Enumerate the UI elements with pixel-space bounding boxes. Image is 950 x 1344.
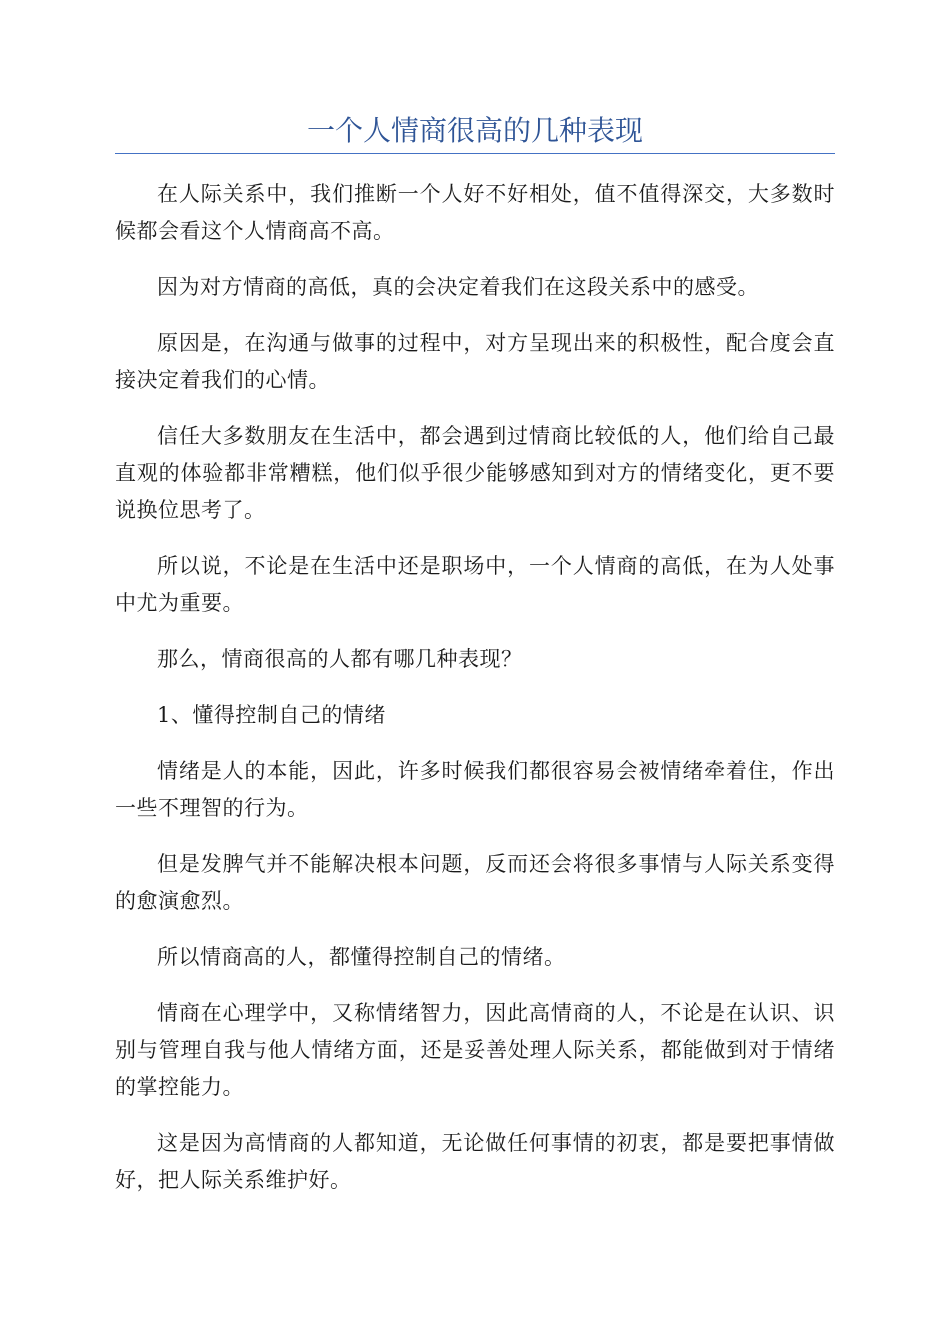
- document-body: [115, 176, 835, 1218]
- paragraph-8: 但是发脾气并不能解决根本问题，反而还会将很多事情与人际关系变得的愈演愈烈。: [115, 852, 835, 913]
- paragraph-9: 所以情商高的人，都懂得控制自己的情绪。: [157, 945, 566, 969]
- title-underline: [115, 153, 835, 154]
- paragraph-5: 所以说，不论是在生活中还是职场中，一个人情商的高低，在为人处事中尤为重要。: [115, 554, 835, 615]
- paragraph-1: 在人际关系中，我们推断一个人好不好相处，值不值得深交，大多数时候都会看这个人情商高不高。: [115, 182, 835, 243]
- paragraph-3: 原因是，在沟通与做事的过程中，对方呈现出来的积极性，配合度会直接决定着我们的心情。: [115, 331, 835, 392]
- page-title: 一个人情商很高的几种表现: [306, 114, 643, 147]
- paragraph-11: 这是因为高情商的人都知道，无论做任何事情的初衷，都是要把事情做好，把人际关系维护好。: [115, 1131, 835, 1192]
- section-heading-1: 1、懂得控制自己的情绪: [157, 703, 386, 727]
- paragraph-4: 信任大多数朋友在生活中，都会遇到过情商比较低的人，他们给自己最直观的体验都非常糟糕，他们似乎很少能够感知到对方的情绪变化，更不要说换位思考了。: [115, 424, 835, 522]
- paragraph-10: 情商在心理学中，又称情绪智力，因此高情商的人，不论是在认识、识别与管理自我与他人情绪方面，还是妥善处理人际关系，都能做到对于情绪的掌控能力。: [115, 1001, 835, 1099]
- paragraph-7: 情绪是人的本能，因此，许多时候我们都很容易会被情绪牵着住，作出一些不理智的行为。: [115, 759, 835, 820]
- paragraph-2: 因为对方情商的高低，真的会决定着我们在这段关系中的感受。: [157, 275, 759, 299]
- paragraph-6: 那么，情商很高的人都有哪几种表现？: [157, 647, 523, 671]
